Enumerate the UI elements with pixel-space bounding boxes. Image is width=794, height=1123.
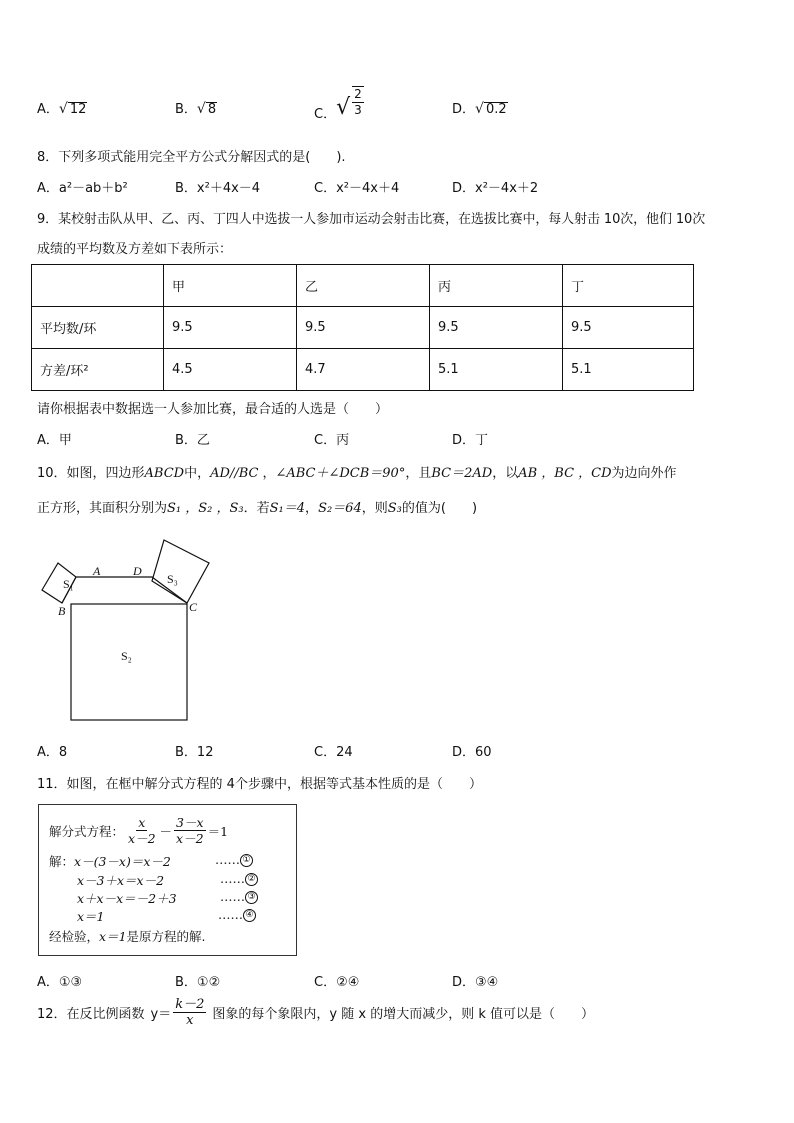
q7-option-c-num: 2: [354, 87, 362, 101]
q8-stem: 8．下列多项式能用完全平方公式分解因式的是( ).: [37, 150, 346, 165]
q7-option-c[interactable]: C．√ $\frac{2}{3}$: [314, 87, 362, 122]
q12-stem: 12．在反比例函数 y＝ $\frac{k-2}{x}$ 图象的每个象限内，y 随 x 的增大而减少，则 k 值可以是（ ）: [37, 997, 594, 1028]
square-s3: [152, 540, 209, 603]
q10-option-b[interactable]: B．12: [175, 745, 214, 760]
table-cell: 平均数/环: [32, 307, 164, 349]
q7-option-a[interactable]: A．√ 12: [37, 101, 87, 117]
q9-option-d[interactable]: D．丁: [452, 433, 489, 448]
q7-option-b-radicand: 8: [207, 102, 217, 117]
q8-option-d[interactable]: D．x²－4x＋2: [452, 181, 539, 196]
q11-check: 经检验，x＝1是原方程的解.: [49, 929, 206, 944]
q11-step-1: 解：x－(3－x)＝x－2: [49, 854, 171, 869]
q10-stem-line2: 正方形，其面积分别为S₁ ，S₂ ，S₃．若S₁＝4，S₂＝64，则S₃的值为( ): [37, 501, 478, 516]
q10-stem-line1: 10．如图，四边形ABCD中，AD//BC ，∠ABC＋∠DCB＝90°，且BC＝2AD，以AB ，BC ，CD为边向外作: [37, 466, 677, 481]
q11-step-2-mark: …… ②: [220, 871, 258, 886]
q7-option-b[interactable]: B．√ 8: [175, 101, 217, 117]
table-cell: 4.5: [164, 349, 297, 391]
q10-option-c[interactable]: C．24: [314, 745, 353, 760]
q11-option-c[interactable]: C．②④: [314, 975, 360, 990]
table-row: [32, 349, 694, 391]
table-cell: 4.7: [297, 349, 430, 391]
q8-option-a[interactable]: A．a²－ab＋b²: [37, 181, 128, 196]
q10-figure: [0, 530, 240, 730]
table-header-cell: 丙: [430, 265, 563, 307]
table-cell: 方差/环²: [32, 349, 164, 391]
q11-stem: 11．如图，在框中解分式方程的 4个步骤中，根据等式基本性质的是（ ）: [37, 777, 482, 792]
table-cell: 9.5: [297, 307, 430, 349]
table-cell: 5.1: [563, 349, 694, 391]
q9-option-c[interactable]: C．丙: [314, 433, 350, 448]
q11-step-3: x＋x－x＝－2＋3: [77, 891, 177, 906]
q9-score-table: [31, 264, 694, 391]
table-header-row: [32, 265, 694, 307]
table-cell: 9.5: [563, 307, 694, 349]
q11-equation: 解分式方程： $\frac{x}{x-2}$ － $\frac{3-x}{x-2}$ ＝1: [49, 815, 229, 846]
label-b: B: [58, 604, 66, 618]
q10-option-d[interactable]: D．60: [452, 745, 492, 760]
q7-option-a-radicand: 12: [69, 102, 87, 117]
q11-step-2: x－3＋x＝x－2: [77, 873, 165, 888]
table-cell: 9.5: [430, 307, 563, 349]
table-header-cell: 乙: [297, 265, 430, 307]
label-d: D: [133, 564, 142, 578]
q11-step-4: x＝1: [77, 909, 105, 924]
table-header-cell: 甲: [164, 265, 297, 307]
label-c: C: [189, 600, 198, 614]
q8-option-b[interactable]: B．x²＋4x－4: [175, 181, 261, 196]
q9-stem-line2: 成绩的平均数及方差如下表所示：: [37, 242, 233, 257]
q11-step-3-mark: …… ③: [220, 889, 258, 904]
q10-option-a[interactable]: A．8: [37, 745, 68, 760]
q7-option-c-den: 3: [354, 103, 362, 117]
q11-option-d[interactable]: D．③④: [452, 975, 499, 990]
q11-step-1-mark: …… ①: [215, 852, 253, 867]
q9-prompt: 请你根据表中数据选一人参加比赛，最合适的人选是（ ）: [37, 402, 389, 417]
table-header-cell: 丁: [563, 265, 694, 307]
q7-option-d[interactable]: D．√ 0.2: [452, 101, 507, 117]
q9-stem-line1: 9．某校射击队从甲、乙、丙、丁四人中选拔一人参加市运动会射击比赛，在选拔比赛中，每人射击 10次，他们 10次: [37, 212, 706, 227]
label-s3: S₃: [167, 572, 178, 586]
label-s1: S₁: [63, 577, 74, 591]
q11-solution-box: [38, 804, 297, 956]
q9-option-a[interactable]: A．甲: [37, 433, 72, 448]
table-row: [32, 307, 694, 349]
q8-option-c[interactable]: C．x²－4x＋4: [314, 181, 400, 196]
q11-option-a[interactable]: A．①③: [37, 975, 83, 990]
q9-option-b[interactable]: B．乙: [175, 433, 210, 448]
q11-option-b[interactable]: B．①②: [175, 975, 221, 990]
q7-option-d-radicand: 0.2: [485, 102, 507, 117]
table-cell: 5.1: [430, 349, 563, 391]
table-cell: 9.5: [164, 307, 297, 349]
table-header-cell: [32, 265, 164, 307]
label-s2: S₂: [121, 649, 132, 663]
label-a: A: [93, 564, 101, 578]
q11-step-4-mark: …… ④: [218, 907, 256, 922]
